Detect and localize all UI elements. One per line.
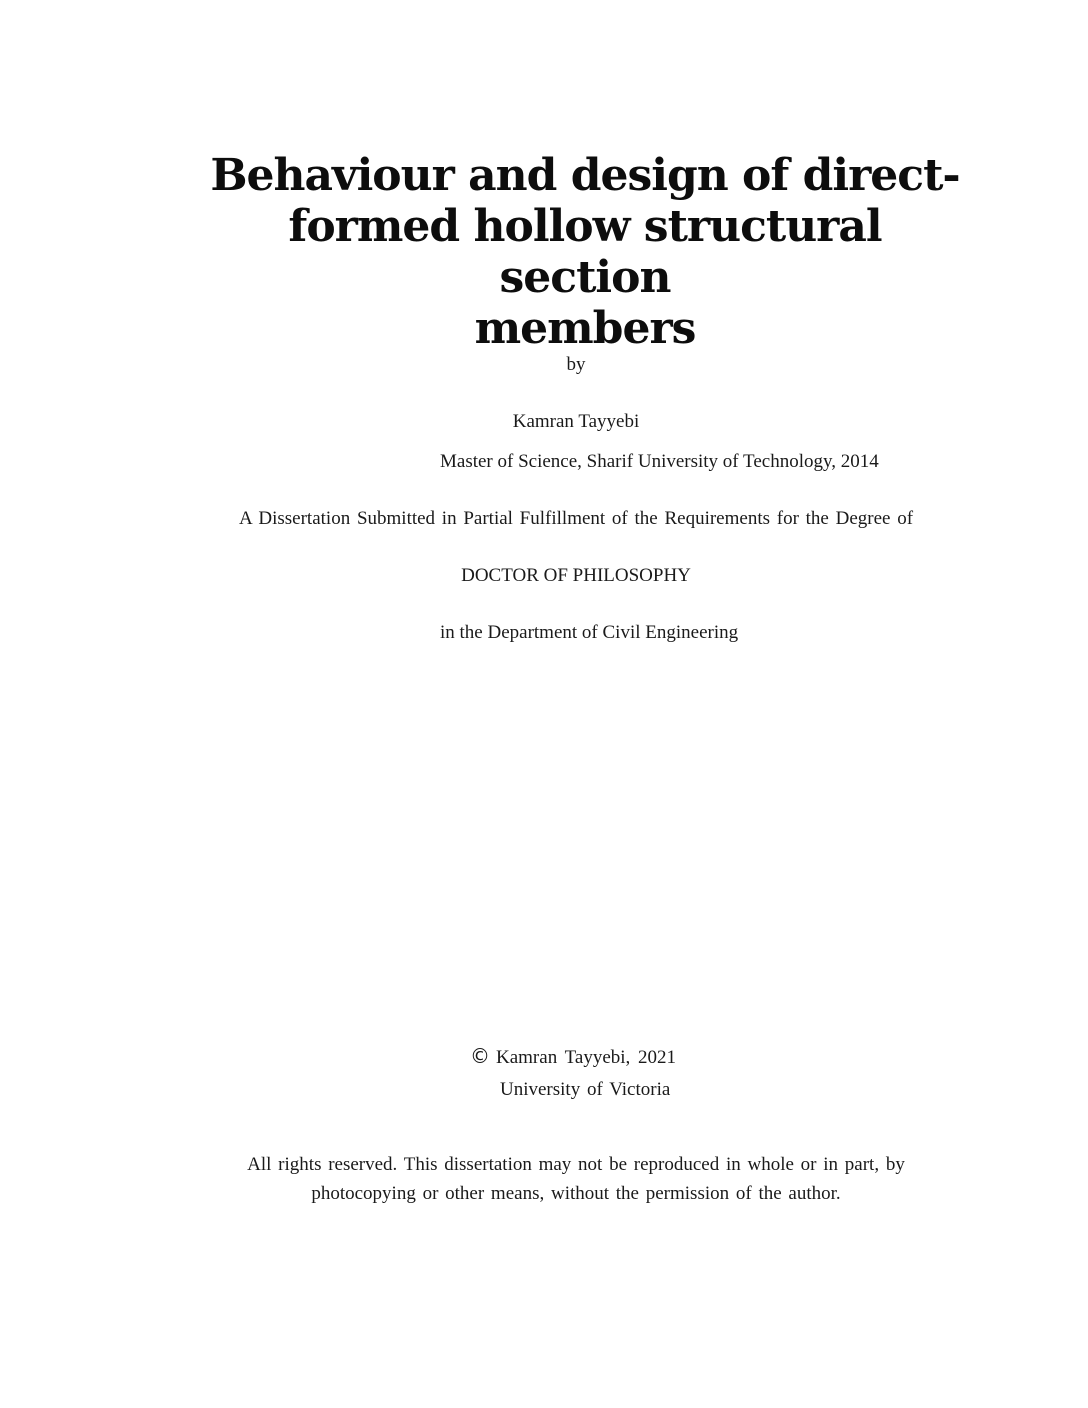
- rights-notice-line-1: All rights reserved. This dissertation may not be reproduced in whole or in part, by: [247, 1154, 905, 1175]
- title-line-1: Behaviour and design of direct-: [210, 150, 960, 201]
- title-line-3: members: [474, 303, 696, 354]
- degree-name: DOCTOR OF PHILOSOPHY: [461, 565, 691, 586]
- rights-notice: [200, 1150, 952, 1208]
- institution-name: University of Victoria: [500, 1079, 671, 1100]
- department: in the Department of Civil Engineering: [440, 622, 739, 643]
- author-name: Kamran Tayyebi: [512, 411, 640, 432]
- by-label: by: [566, 354, 586, 375]
- copyright-line: [470, 1044, 676, 1070]
- rights-notice-line-2: photocopying or other means, without the permission of the author.: [311, 1183, 841, 1204]
- previous-degree: Master of Science, Sharif University of Technology, 2014: [440, 451, 879, 472]
- title-line-2: formed hollow structural section: [288, 201, 882, 303]
- copyright-icon: ©: [470, 1044, 490, 1068]
- copyright-text: Kamran Tayyebi, 2021: [496, 1047, 677, 1068]
- submission-statement: A Dissertation Submitted in Partial Fulfillment of the Requirements for the Degree of: [238, 508, 914, 529]
- dissertation-title: [200, 150, 970, 354]
